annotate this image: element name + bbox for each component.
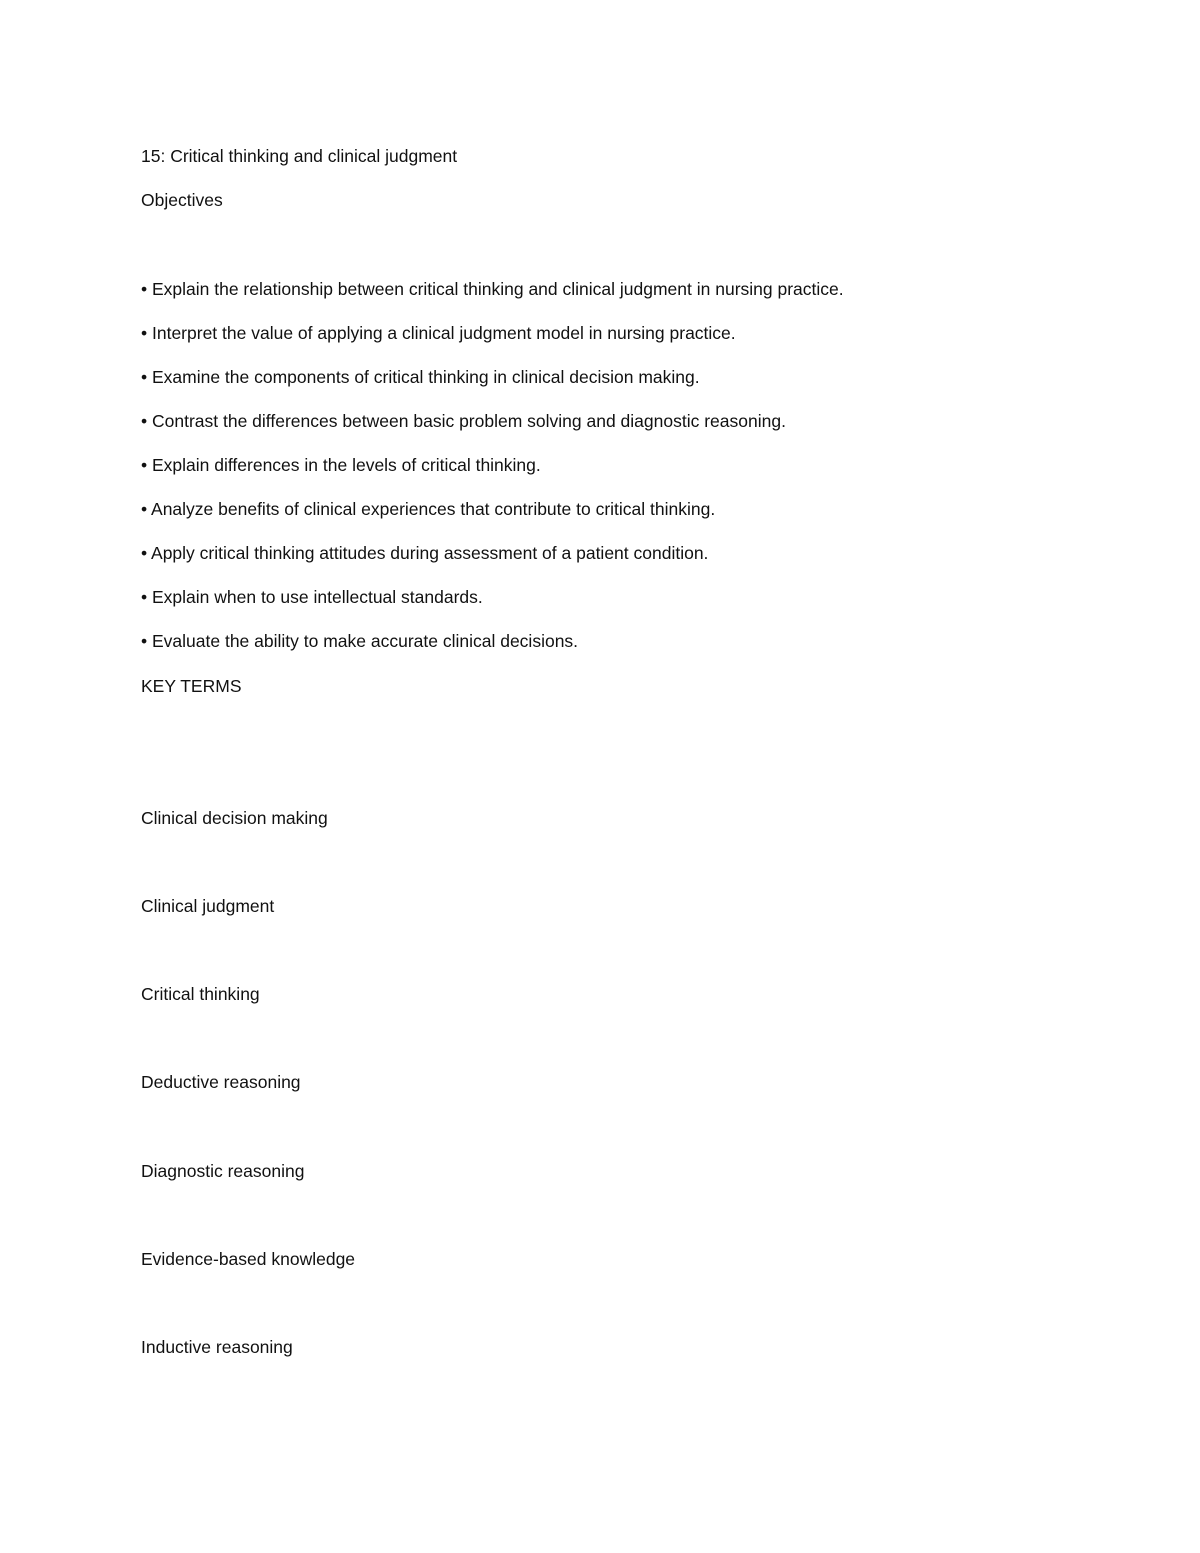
- key-term: Evidence-based knowledge: [141, 1249, 356, 1269]
- key-term: Clinical decision making: [141, 808, 328, 828]
- key-term: Diagnostic reasoning: [141, 1161, 305, 1181]
- objective-item: • Analyze benefits of clinical experiences that contribute to critical thinking.: [141, 499, 716, 519]
- objective-item: • Examine the components of critical thinking in clinical decision making.: [141, 367, 700, 387]
- objective-item: • Apply critical thinking attitudes during assessment of a patient condition.: [141, 543, 709, 563]
- key-terms-heading: KEY TERMS: [141, 676, 242, 696]
- key-term: Inductive reasoning: [141, 1337, 293, 1357]
- document-title: 15: Critical thinking and clinical judgment: [141, 146, 458, 166]
- objective-item: • Explain differences in the levels of critical thinking.: [141, 455, 541, 475]
- key-term: Deductive reasoning: [141, 1072, 301, 1092]
- key-term: Critical thinking: [141, 984, 260, 1004]
- objective-item: • Evaluate the ability to make accurate clinical decisions.: [141, 631, 579, 651]
- objective-item: • Explain the relationship between critical thinking and clinical judgment in nursing practice.: [141, 279, 844, 299]
- objective-item: • Explain when to use intellectual standards.: [141, 587, 483, 607]
- key-term: Clinical judgment: [141, 896, 275, 916]
- objectives-heading: Objectives: [141, 190, 223, 210]
- objective-item: • Interpret the value of applying a clinical judgment model in nursing practice.: [141, 323, 736, 343]
- objective-item: • Contrast the differences between basic problem solving and diagnostic reasoning.: [141, 411, 786, 431]
